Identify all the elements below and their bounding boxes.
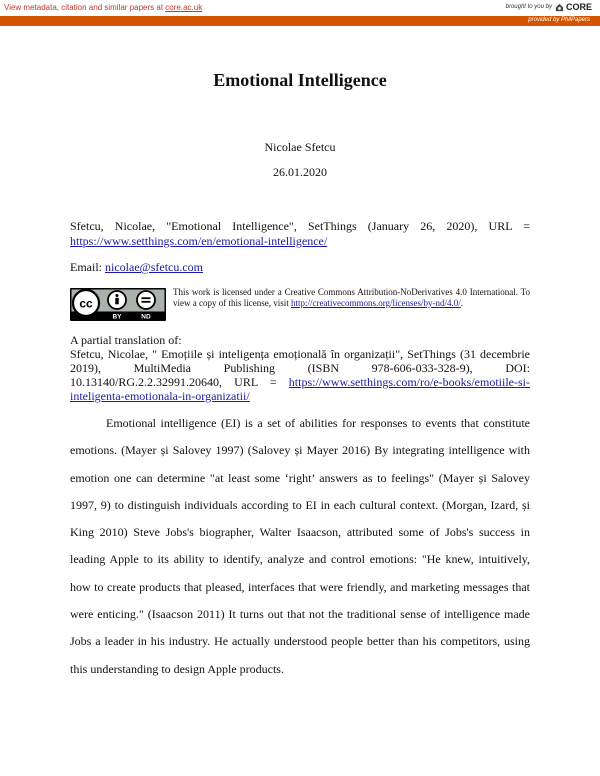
email-label: Email: [70,260,105,274]
nd-label: ND [141,313,151,321]
core-brand [506,2,592,12]
partial-translation-text: Sfetcu, Nicolae, " Emoțiile și inteligența emoțională în organizații", SetThings (31 decembrie 2019), MultiMedia Publishing (ISBN 978-606-033-328-9), DOI: 10.13140/RG.2.2.32991.20640, URL = [70,347,530,389]
partial-translation-url-link[interactable]: https://www.setthings.com/ro/e-books/emotiile-si-inteligenta-emotionala-in-organizatii/ [70,375,530,403]
cc-by-nd-license-badge[interactable] [70,288,166,321]
partial-translation-label: A partial translation of: [70,333,182,347]
license-url-link[interactable]: http://creativecommons.org/licenses/by-nd/4.0/ [290,298,461,308]
partial-translation-citation [70,347,530,403]
page-title: Emotional Intelligence [213,70,387,90]
email-line [70,260,203,275]
citation-block [70,219,530,249]
license-end: . [460,298,464,308]
core-metadata-notice: View metadata, citation and similar papers at core.ac.uk [4,3,203,12]
attribution-icon [108,291,126,309]
body-paragraph: Emotional intelligence (EI) is a set of abilities for responses to events that constitute emotions. (Mayer și Salovey 1997) (Salovey și Mayer 2016) By integrating intelligence with emotion one can determine "at least some ‘right’ answers as to feelings" (Mayer și Salovey 1997, 9) to distinguish individuals according to EI in each cultural context. (Morgan, Izard, și King 2010) Steve Jobs's biographer, Walter Isaacson, attributed some of Jobs's success in leading Apple to its ability to identify, analyze and control emotions: "He knew, intuitively, how to create products that pleased, interfaces that were friendly, and marketing messages that were enticing." (Isaacson 2011) It turns out that not the traditional sense of intelligence made Jobs a leader in his industry. He actually understood people better than his competitors, using this understanding to design Apple products. [70,416,530,676]
citation-url-link[interactable]: https://www.setthings.com/en/emotional-intelligence/ [70,234,328,248]
core-link[interactable]: core.ac.uk [165,3,203,12]
citation-text: Sfetcu, Nicolae, "Emotional Intelligence", SetThings (January 26, 2020), URL = [70,219,530,233]
partial-translation-block [70,333,530,403]
provided-by-bar [0,16,600,26]
svg-text:cc: cc [79,296,93,311]
author-name: Nicolae Sfetcu [264,140,336,154]
brought-by-text: brought to you by [505,4,552,10]
no-derivatives-icon [137,291,155,309]
license-text: This work is licensed under a Creative Commons Attribution-NoDerivatives 4.0 International. To view a copy of this license, visit [173,287,530,308]
by-label: BY [112,313,122,321]
email-link[interactable]: nicolae@sfetcu.com [105,260,204,274]
publication-date: 26.01.2020 [273,165,327,179]
cc-icon [73,290,99,316]
provided-by-text: provided by PhilPapers [528,17,590,23]
core-logo-icon [555,3,564,12]
core-banner [0,0,600,16]
license-notice [173,287,530,309]
core-logo[interactable]: CORE [555,2,592,12]
